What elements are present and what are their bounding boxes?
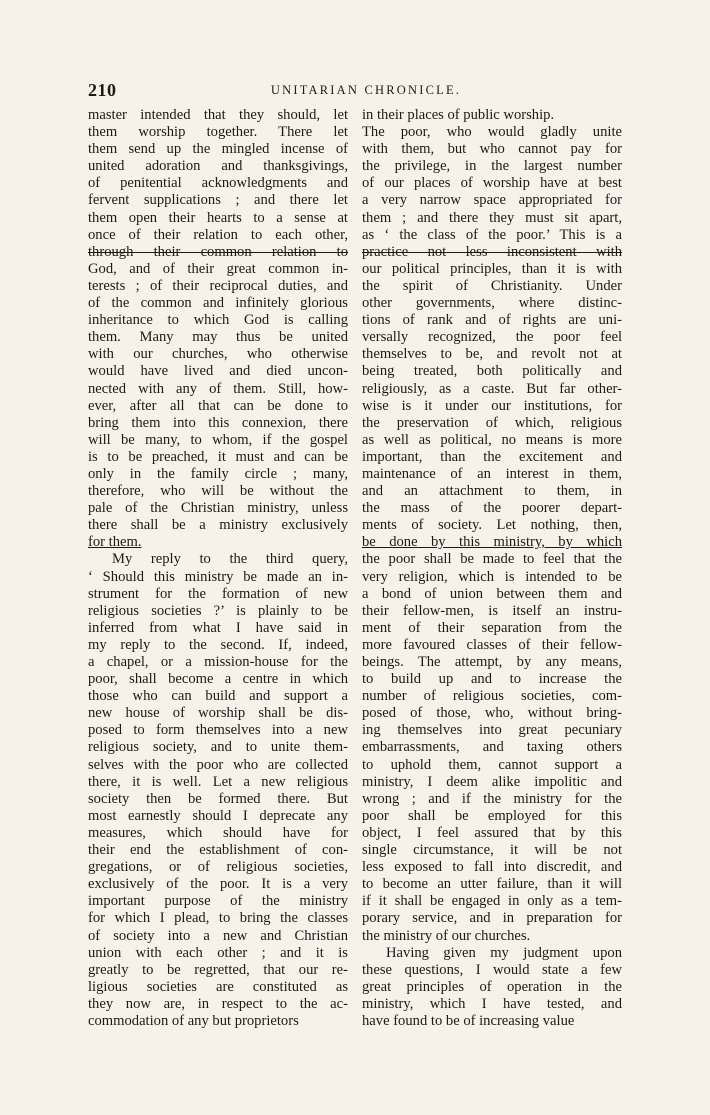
text-line: a very narrow space appropriated for: [362, 192, 622, 209]
text-line: the poor shall be made to feel that the: [362, 551, 622, 568]
text-line: society then be formed there. But: [88, 790, 348, 807]
text-line: have found to be of increasing value: [362, 1012, 575, 1029]
text-line: the privilege, in the largest number: [362, 158, 622, 175]
text-line: is to be preached, it must and can be: [88, 448, 348, 465]
text-line: of penitential acknowledgments and: [88, 175, 348, 192]
text-line: and an attachment to them, in: [362, 483, 622, 500]
text-line: religious society, and to unite them-: [88, 739, 348, 756]
text-line: to build up and to increase the: [362, 671, 622, 688]
text-line: they now are, in respect to the ac-: [88, 995, 348, 1012]
text-line: measures, which should have for: [88, 824, 348, 841]
text-line: posed of those, who, without bring-: [362, 705, 622, 722]
text-line: Having given my judgment upon: [386, 944, 622, 961]
text-line: as ‘ the class of the poor.’ This is a: [362, 226, 622, 243]
text-line: porary service, and in preparation for: [362, 910, 622, 927]
text-line: tions of rank and of rights are uni-: [362, 312, 622, 329]
text-line: God, and of their great common in-: [88, 260, 348, 277]
text-line: inferred from what I have said in: [88, 619, 348, 636]
text-line: being treated, both politically and: [362, 363, 622, 380]
text-line: versally recognized, the poor feel: [362, 329, 622, 346]
text-line: of society into a new and Christian: [88, 927, 348, 944]
text-line: them ; and there they must sit apart,: [362, 209, 622, 226]
left-text-column: [88, 107, 348, 1030]
text-line: them worship together. There let: [88, 124, 348, 141]
text-line: my reply to the second. If, indeed,: [88, 636, 348, 653]
text-line: the ministry of our churches.: [362, 927, 531, 944]
text-line: the preservation of which, religious: [362, 414, 622, 431]
text-line: through their common relation to: [88, 243, 348, 260]
text-line: number of religious societies, com-: [362, 688, 622, 705]
page-number: 210: [88, 80, 117, 100]
text-line: new house of worship shall be dis-: [88, 705, 348, 722]
text-line: the mass of the poorer depart-: [362, 500, 622, 517]
text-line: religious societies ?’ is plainly to be: [88, 602, 348, 619]
text-line: terests ; of their reciprocal duties, and: [88, 277, 348, 294]
text-line: a bond of union between them and: [362, 585, 622, 602]
page-header: [88, 80, 644, 104]
text-line: there, it is well. Let a new religious: [88, 773, 348, 790]
text-line: therefore, who will be without the: [88, 483, 348, 500]
text-line: a chapel, or a mission-house for the: [88, 654, 348, 670]
text-line: posed to form themselves into a new: [88, 722, 348, 739]
text-line: embarrassments, and taxing others: [362, 739, 622, 756]
text-line: single circumstance, it will be not: [362, 842, 622, 859]
text-line: less exposed to fall into discredit, and: [362, 859, 622, 876]
text-line: ments of society. Let nothing, then,: [362, 517, 622, 534]
text-line: in their places of public worship.: [362, 107, 555, 123]
text-line: ing themselves into great pecuniary: [362, 722, 622, 739]
text-line: union with each other ; and it is: [88, 944, 348, 961]
text-line: to uphold them, cannot support a: [362, 756, 622, 773]
text-line: for them.: [88, 534, 142, 551]
text-line: ministry, I deem alike impolitic and: [362, 773, 622, 790]
text-line: once of their relation to each other,: [88, 226, 348, 243]
text-line: united adoration and thanksgivings,: [88, 158, 348, 175]
running-title: UNITARIAN CHRONICLE.: [270, 83, 462, 97]
text-line: be done by this ministry, by which: [362, 534, 622, 551]
text-line: inheritance to which God is calling: [88, 312, 348, 329]
text-line: great principles of operation in the: [362, 978, 622, 995]
text-line: our political principles, than it is with: [362, 260, 622, 277]
right-text-column: [362, 107, 622, 1030]
text-line: other governments, where distinc-: [362, 295, 622, 312]
text-line: ever, after all that can be done to: [88, 397, 348, 414]
text-line: ligious societies are constituted as: [88, 978, 348, 995]
text-line: The poor, who would gladly unite: [362, 124, 622, 141]
text-line: object, I feel assured that by this: [362, 824, 622, 841]
text-line: themselves to be, and revolt not at: [362, 346, 622, 363]
text-line: ment of their separation from the: [362, 619, 622, 636]
text-line: My reply to the third query,: [112, 551, 348, 568]
text-line: their fellow-men, is itself an instru-: [362, 602, 622, 619]
text-line: to become an utter failure, than it will: [362, 876, 622, 893]
text-line: wrong ; and if the ministry for the: [362, 790, 622, 807]
text-line: as well as political, no means is more: [362, 431, 622, 448]
text-line: nected with any of them. Still, how-: [88, 380, 348, 397]
text-line: with them, but who cannot pay for: [362, 141, 622, 158]
text-line: very religion, which is intended to be: [362, 568, 622, 585]
text-line: gregations, or of religious societies,: [88, 859, 348, 876]
text-line: commodation of any but proprietors: [88, 1012, 299, 1029]
text-line: ‘ Should this ministry be made an in-: [88, 568, 348, 585]
text-line: them. Many may thus be united: [88, 329, 348, 346]
text-line: important, than the excitement and: [362, 448, 622, 465]
text-line: poor shall be employed for this: [362, 807, 622, 824]
text-line: them send up the mingled incense of: [88, 141, 348, 158]
text-line: more favoured classes of their fellow-: [362, 636, 622, 653]
text-line: poor, shall become a centre in which: [88, 671, 348, 688]
text-line: for which I plead, to bring the classes: [88, 910, 348, 927]
text-line: bring them into this connexion, there: [88, 414, 348, 431]
text-line: these questions, I would state a few: [362, 961, 622, 978]
text-line: them open their hearts to a sense at: [88, 209, 348, 226]
text-line: strument for the formation of new: [88, 585, 348, 602]
text-line: selves with the poor who are collected: [88, 756, 348, 773]
text-line: exclusively of the poor. It is a very: [88, 876, 348, 893]
text-line: if it shall be engaged in only as a tem-: [362, 893, 622, 910]
text-line: of the common and infinitely glorious: [88, 295, 348, 312]
text-line: ministry, which I have tested, and: [362, 995, 622, 1012]
text-line: the spirit of Christianity. Under: [362, 277, 622, 294]
text-line: only in the family circle ; many,: [88, 465, 348, 482]
text-line: important purpose of the ministry: [88, 893, 348, 910]
text-line: maintenance of an interest in them,: [362, 465, 622, 482]
text-line: pale of the Christian ministry, unless: [88, 500, 348, 517]
text-line: master intended that they should, let: [88, 107, 348, 123]
text-line: most earnestly should I deprecate any: [88, 807, 348, 824]
text-line: will be many, to whom, if the gospel: [88, 431, 348, 448]
text-line: greatly to be regretted, that our re-: [88, 961, 348, 978]
text-line: religiously, as a caste. But far other-: [362, 380, 622, 397]
text-line: their end the establishment of con-: [88, 842, 348, 859]
text-line: those who can build and support a: [88, 688, 348, 705]
text-line: fervent supplications ; and there let: [88, 192, 348, 209]
text-line: wise is it under our institutions, for: [362, 397, 622, 414]
text-line: beings. The attempt, by any means,: [362, 654, 622, 670]
text-line: would have lived and died uncon-: [88, 363, 348, 380]
text-line: practice not less inconsistent with: [362, 243, 622, 260]
text-line: of our places of worship have at best: [362, 175, 622, 192]
text-line: there shall be a ministry exclusively: [88, 517, 348, 534]
text-line: with our churches, who otherwise: [88, 346, 348, 363]
